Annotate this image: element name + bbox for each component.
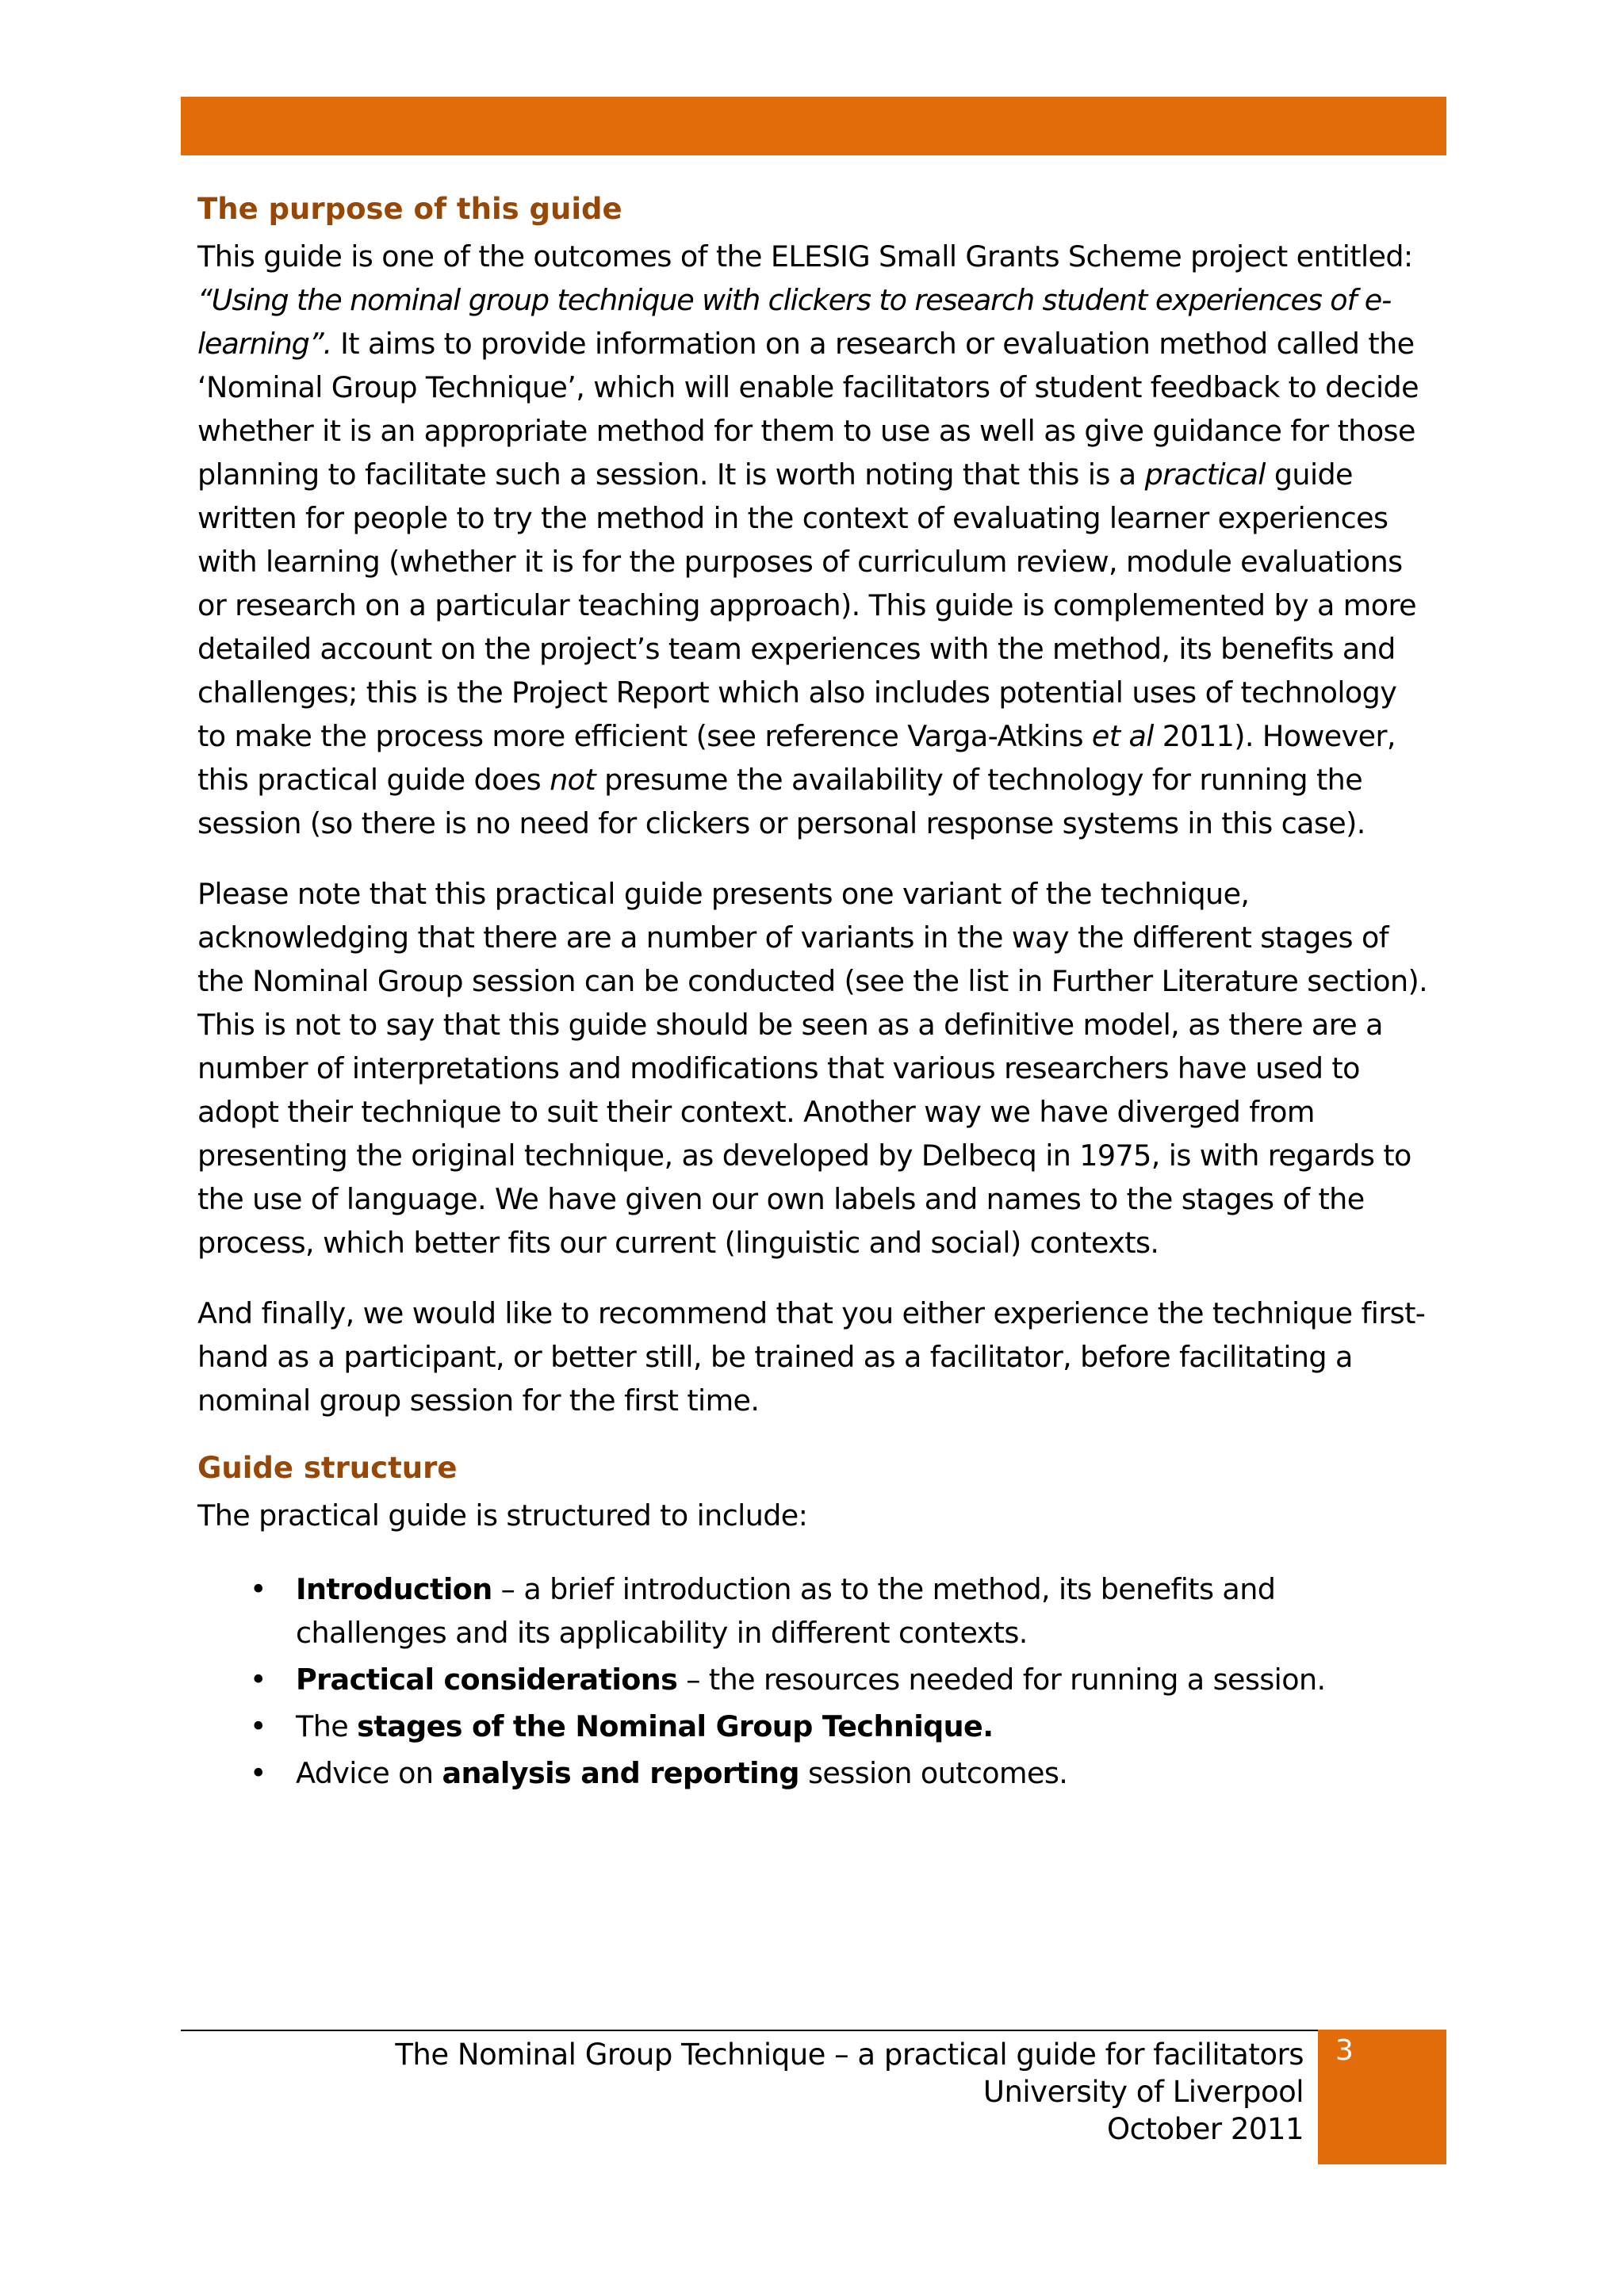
structure-heading: Guide structure xyxy=(197,1451,458,1486)
bullet-icon: • xyxy=(250,1709,266,1744)
list-item-bold: stages of the Nominal Group Technique. xyxy=(357,1709,994,1744)
list-item-bold: Practical considerations xyxy=(296,1663,678,1697)
p1-text-d: 2011). However, this practical guide does xyxy=(197,719,1396,798)
page-number-box xyxy=(1318,2030,1446,2164)
footer-institution: University of Liverpool xyxy=(982,2075,1304,2109)
p1-text-b: It aims to provide information on a research or evaluation method called the ‘Nominal Group Technique’, which will enable facilitators of student feedback to decide whether it is an appropriate method for them to use as well as give guidance for those planning to facilitate such a session. It is worth noting that this is a xyxy=(197,327,1419,492)
footer xyxy=(395,2036,1304,2148)
structure-intro: The practical guide is structured to include: xyxy=(197,1498,808,1533)
list-item-bold: analysis and reporting xyxy=(442,1756,799,1791)
practical-emphasis: practical xyxy=(1144,457,1266,492)
purpose-heading: The purpose of this guide xyxy=(197,192,622,226)
footer-divider xyxy=(181,2030,1318,2031)
not-emphasis: not xyxy=(550,763,596,798)
bullet-icon: • xyxy=(250,1663,266,1697)
p1-text-e: presume the availability of technology for running the session (so there is no need for clickers or personal response systems in this case). xyxy=(197,763,1365,841)
header-accent-bar xyxy=(181,97,1446,155)
bullet-icon: • xyxy=(250,1756,266,1791)
page-number: 3 xyxy=(1335,2034,1354,2067)
list-item: • The stages of the Nominal Group Technique. xyxy=(197,1705,1431,1748)
bullet-icon: • xyxy=(250,1572,266,1607)
footer-title: The Nominal Group Technique – a practical guide for facilitators xyxy=(395,2038,1304,2072)
structure-list xyxy=(197,1567,1431,1795)
purpose-paragraph-1 xyxy=(197,235,1431,845)
page-content xyxy=(197,190,1431,1798)
purpose-paragraph-2: Please note that this practical guide presents one variant of the technique, acknowledging that there are a number of variants in the way the different stages of the Nominal Group session can be conducted (see the list in Further Literature section). This is not to say that this guide should be seen as a definitive model, as there are a number of interpretations and modifications that various researchers have used to adopt their technique to suit their context. Another way we have diverged from presenting the original technique, as developed by Delbecq in 1975, is with regards to the use of language. We have given our own labels and names to the stages of the process, which better fits our current (linguistic and social) contexts. xyxy=(197,877,1428,1261)
list-item: • Advice on analysis and reporting session outcomes. xyxy=(197,1751,1431,1795)
footer-date: October 2011 xyxy=(1107,2112,1304,2146)
list-item-bold: Introduction xyxy=(296,1572,492,1607)
purpose-paragraph-3: And finally, we would like to recommend that you either experience the technique first-hand as a participant, or better still, be trained as a facilitator, before facilitating a nominal group session for the first time. xyxy=(197,1296,1426,1418)
project-title-quote: “Using the nominal group technique with clickers to research student experiences of e-learning”. xyxy=(197,283,1392,362)
list-item: • Practical considerations – the resources needed for running a session. xyxy=(197,1658,1431,1701)
p1-text-c: guide written for people to try the method in the context of evaluating learner experiences with learning (whether it is for the purposes of curriculum review, module evaluations or research on a particular teaching approach). This guide is complemented by a more detailed account on the project’s team experiences with the method, its benefits and challenges; this is the Project Report which also includes potential uses of technology to make the process more efficient (see reference Varga-Atkins xyxy=(197,457,1416,754)
list-item: • Introduction – a brief introduction as to the method, its benefits and challenges and its applicability in different contexts. xyxy=(197,1567,1431,1655)
p1-text-a: This guide is one of the outcomes of the ELESIG Small Grants Scheme project entitled: xyxy=(197,239,1413,274)
et-al-emphasis: et al xyxy=(1091,719,1154,754)
